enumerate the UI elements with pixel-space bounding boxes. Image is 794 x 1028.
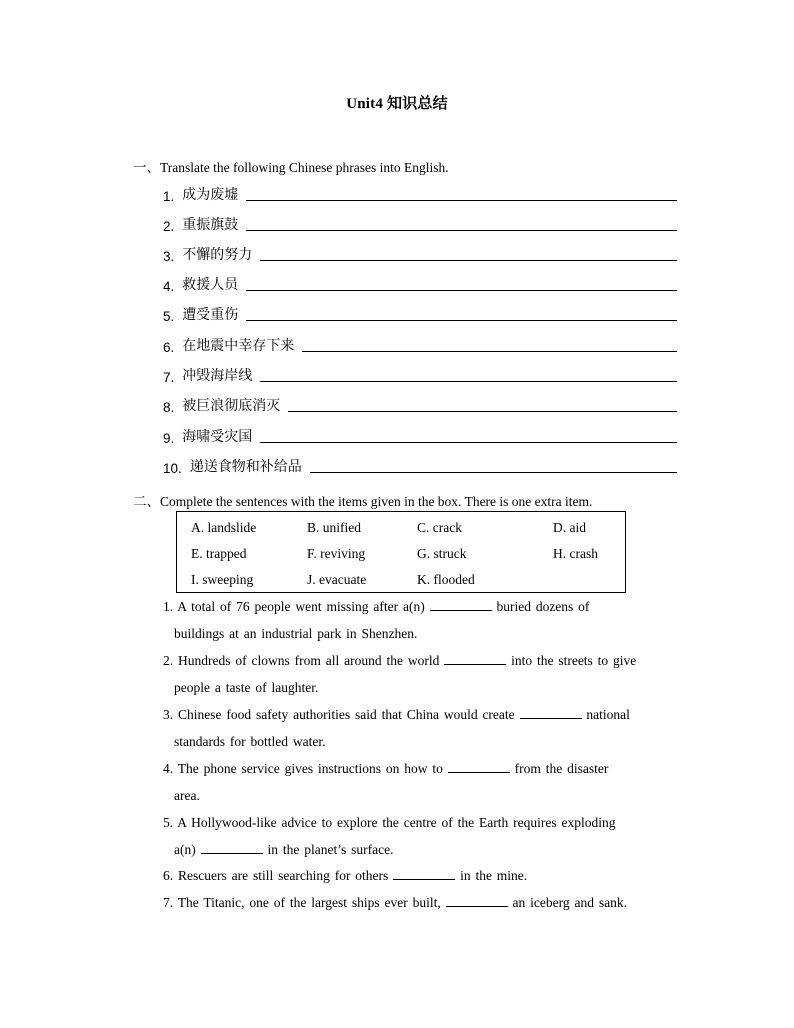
word-option: J. evacuate <box>307 572 367 587</box>
answer-line[interactable] <box>260 380 677 382</box>
phrase-chinese: 被巨浪彻底消灭 <box>182 398 281 414</box>
answer-blank[interactable] <box>520 717 582 719</box>
phrase-chinese: 救援人员 <box>182 277 239 293</box>
phrase-number: 1. <box>163 189 175 204</box>
word-option: B. unified <box>307 520 361 535</box>
phrase-chinese: 冲毁海岸线 <box>182 368 253 384</box>
word-option: G. struck <box>417 546 467 561</box>
word-bank-box <box>176 511 626 593</box>
answer-blank[interactable] <box>430 609 492 611</box>
section-1-heading: 一、Translate the following Chinese phrases into English. <box>133 160 449 175</box>
answer-line[interactable] <box>260 441 677 443</box>
phrase-chinese: 海啸受灾国 <box>182 429 253 445</box>
sentence-text: 2. Hundreds of clowns from all around the world <box>163 653 445 668</box>
sentence-line <box>163 755 683 782</box>
sentence-line <box>163 647 683 674</box>
answer-blank[interactable] <box>448 771 510 773</box>
word-option: A. landslide <box>191 520 257 535</box>
phrase-number: 5. <box>163 309 175 324</box>
sentence-line: 5. A Hollywood-like advice to explore the centre of the Earth requires exploding <box>163 815 616 830</box>
phrase-row-5 <box>163 302 677 324</box>
sentence-text: from the disaster <box>509 761 609 776</box>
sentence-text: in the mine. <box>455 868 528 883</box>
phrase-number: 4. <box>163 279 175 294</box>
phrase-row-2 <box>163 212 677 234</box>
sentence-text: a(n) <box>174 842 201 857</box>
sentence-text: an iceberg and sank. <box>507 895 627 910</box>
sentence-text: 7. The Titanic, one of the largest ships ever built, <box>163 895 446 910</box>
answer-line[interactable] <box>246 319 677 321</box>
phrase-number: 2. <box>163 219 175 234</box>
sentence-6 <box>163 862 683 889</box>
phrase-row-6 <box>163 333 677 355</box>
sentence-text: in the planet’s surface. <box>262 842 394 857</box>
sentence-line <box>163 701 683 728</box>
word-option: C. crack <box>417 520 462 535</box>
phrase-number: 8. <box>163 400 175 415</box>
sentence-line: standards for bottled water. <box>174 734 326 749</box>
sentence-text: into the streets to give <box>506 653 637 668</box>
phrase-row-10 <box>163 454 677 476</box>
answer-line[interactable] <box>246 199 677 201</box>
phrase-chinese: 不懈的努力 <box>182 247 253 263</box>
phrase-row-3 <box>163 242 677 264</box>
page-title: Unit4 知识总结 <box>346 96 448 112</box>
phrase-number: 9. <box>163 431 175 446</box>
answer-line[interactable] <box>302 350 677 352</box>
answer-line[interactable] <box>288 410 677 412</box>
phrase-chinese: 递送食物和补给品 <box>189 459 302 475</box>
phrase-row-4 <box>163 272 677 294</box>
sentence-7 <box>163 889 683 916</box>
sentence-line <box>163 889 683 916</box>
word-option: H. crash <box>553 546 598 561</box>
sentence-line <box>163 836 683 863</box>
sentence-text: 6. Rescuers are still searching for others <box>163 868 394 883</box>
answer-line[interactable] <box>246 229 677 231</box>
sentence-line: buildings at an industrial park in Shenzhen. <box>174 626 418 641</box>
sentence-text: buried dozens of <box>491 599 590 614</box>
sentence-5 <box>163 809 683 863</box>
sentence-line: area. <box>174 788 200 803</box>
answer-line[interactable] <box>310 471 677 473</box>
sentence-4 <box>163 755 683 809</box>
sentence-text: 3. Chinese food safety authorities said that China would create <box>163 707 520 722</box>
sentence-text: 1. A total of 76 people went missing after a(n) <box>163 599 430 614</box>
phrase-row-9 <box>163 424 677 446</box>
sentence-line <box>163 862 683 889</box>
phrase-number: 10. <box>163 461 182 476</box>
sentence-text: national <box>581 707 630 722</box>
sentence-text: 4. The phone service gives instructions on how to <box>163 761 448 776</box>
sentence-line <box>163 593 683 620</box>
phrase-chinese: 在地震中幸存下来 <box>182 338 295 354</box>
word-option: I. sweeping <box>191 572 254 587</box>
answer-line[interactable] <box>246 289 677 291</box>
word-option: F. reviving <box>307 546 366 561</box>
sentence-2 <box>163 647 683 701</box>
phrase-chinese: 遭受重伤 <box>182 307 239 323</box>
phrase-chinese: 重振旗鼓 <box>182 217 239 233</box>
section-2-heading: 二、Complete the sentences with the items given in the box. There is one extra item. <box>133 494 593 509</box>
answer-blank[interactable] <box>444 663 506 665</box>
phrase-number: 3. <box>163 249 175 264</box>
phrase-number: 7. <box>163 370 175 385</box>
answer-blank[interactable] <box>201 852 263 854</box>
phrase-chinese: 成为废墟 <box>182 187 239 203</box>
answer-blank[interactable] <box>446 905 508 907</box>
phrase-row-7 <box>163 363 677 385</box>
sentence-1 <box>163 593 683 647</box>
word-option: D. aid <box>553 520 586 535</box>
word-option: K. flooded <box>417 572 475 587</box>
phrase-row-1 <box>163 182 677 204</box>
phrase-number: 6. <box>163 340 175 355</box>
phrase-row-8 <box>163 393 677 415</box>
word-option: E. trapped <box>191 546 247 561</box>
answer-blank[interactable] <box>393 878 455 880</box>
answer-line[interactable] <box>260 259 677 261</box>
sentence-line: people a taste of laughter. <box>174 680 319 695</box>
sentence-3 <box>163 701 683 755</box>
